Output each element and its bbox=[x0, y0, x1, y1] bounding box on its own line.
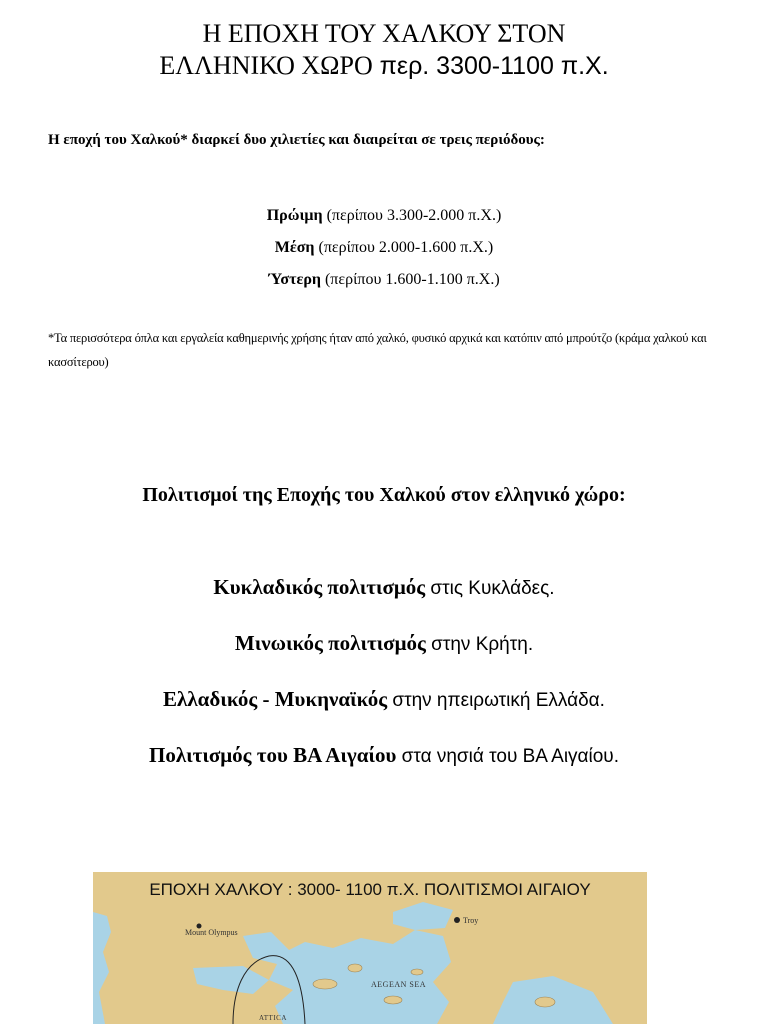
map-island bbox=[535, 997, 555, 1007]
intro-text: Η εποχή του Χαλκού* διαρκεί δυο χιλιετίες και διαιρείται σε τρεις περιόδους: bbox=[48, 132, 545, 148]
civilization-place: στις Κυκλάδες. bbox=[425, 578, 555, 599]
civilization-place: στην Κρήτη. bbox=[425, 634, 534, 655]
map-sea-gulf bbox=[193, 966, 269, 994]
civilization-name: Πολιτισμός του ΒΑ Αιγαίου bbox=[149, 743, 397, 767]
civilization-ne-aegean bbox=[0, 728, 768, 784]
map-label-attica: ATTICA bbox=[259, 1014, 287, 1022]
title-line-2-bold: ΕΛΛΗΝΙΚΟ ΧΩΡΟ bbox=[159, 51, 373, 80]
periods-list bbox=[0, 200, 768, 296]
period-late bbox=[0, 264, 768, 296]
map-label-troy: Troy bbox=[463, 916, 479, 925]
civilization-name: Μινωικός πολιτισμός bbox=[234, 631, 426, 655]
period-name: Ύστερη bbox=[268, 271, 321, 288]
civilizations-heading: Πολιτισμοί της Εποχής του Χαλκού στον ελληνικό χώρο: bbox=[142, 484, 626, 506]
map-island bbox=[384, 996, 402, 1004]
title-line-1: Η ΕΠΟΧΗ ΤΟΥ ΧΑΛΚΟΥ ΣΤΟΝ bbox=[202, 19, 566, 48]
civilization-name: Κυκλαδικός πολιτισμός bbox=[213, 575, 426, 599]
map-island bbox=[313, 979, 337, 989]
period-range: (περίπου 3.300-2.000 π.Χ.) bbox=[322, 207, 502, 224]
map-sea-west bbox=[93, 912, 111, 1024]
civilization-mycenaean bbox=[0, 672, 768, 728]
map-sea-aegean bbox=[243, 930, 451, 1024]
title-line-2-date: περ. 3300-1100 π.Χ. bbox=[372, 52, 609, 80]
page-title bbox=[0, 18, 768, 82]
civilization-name: Ελλαδικός - Μυκηναϊκός bbox=[163, 687, 388, 711]
civilization-cycladic bbox=[0, 560, 768, 616]
civilization-place: στα νησιά του ΒΑ Αιγαίου. bbox=[396, 746, 619, 767]
map-island bbox=[411, 969, 423, 975]
civilization-place: στην ηπειρωτική Ελλάδα. bbox=[387, 690, 605, 711]
period-middle bbox=[0, 232, 768, 264]
map-island bbox=[348, 964, 362, 972]
map-sea-northeast bbox=[393, 902, 453, 930]
map-marker-troy bbox=[454, 917, 460, 923]
aegean-map bbox=[93, 872, 647, 1024]
map-title: ΕΠΟΧΗ ΧΑΛΚΟΥ : 3000- 1100 π.Χ. ΠΟΛΙΤΙΣΜΟΙ ΑΙΓΑΙΟΥ bbox=[149, 880, 591, 899]
period-range: (περίπου 2.000-1.600 π.Χ.) bbox=[314, 239, 494, 256]
civilization-minoan bbox=[0, 616, 768, 672]
title-line-2 bbox=[0, 50, 768, 82]
period-name: Πρώιμη bbox=[266, 207, 323, 224]
period-name: Μέση bbox=[274, 239, 315, 256]
period-range: (περίπου 1.600-1.100 π.Χ.) bbox=[320, 271, 500, 288]
footnote: *Τα περισσότερα όπλα και εργαλεία καθημερινής χρήσης ήταν από χαλκό, φυσικό αρχικά και κατόπιν από μπρούτζο (κράμα χαλκού και κασσίτερου) bbox=[48, 331, 707, 369]
period-early bbox=[0, 200, 768, 232]
map-label-olympus: Mount Olympus bbox=[185, 928, 238, 937]
civilizations-list bbox=[0, 560, 768, 784]
map-label-aegean: AEGEAN SEA bbox=[371, 980, 426, 989]
